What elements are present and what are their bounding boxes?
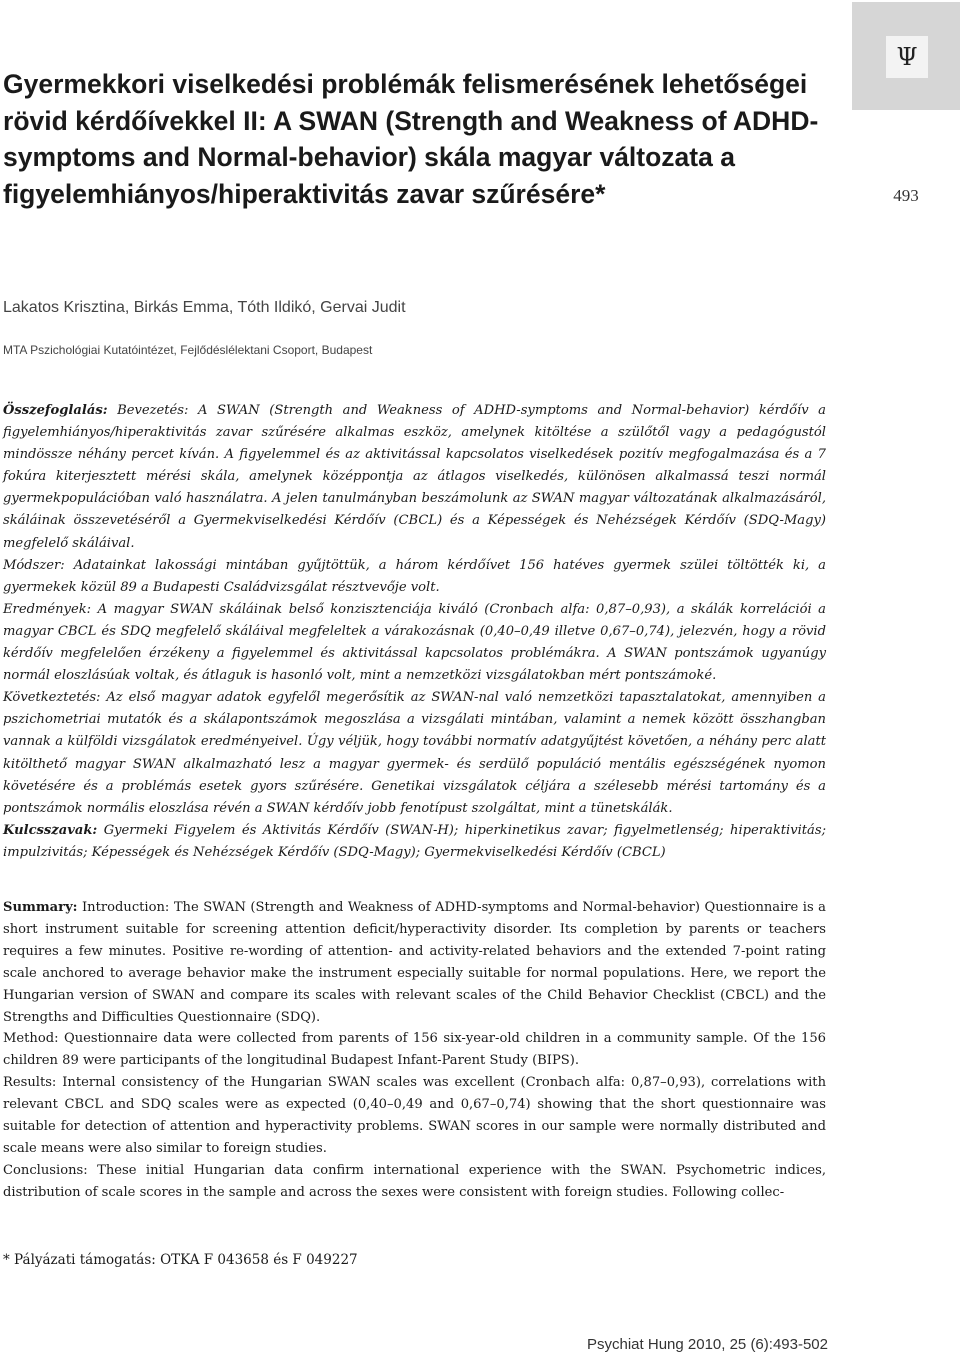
hungarian-abstract — [3, 400, 826, 864]
affiliation: MTA Pszichológiai Kutatóintézet, Fejlődéslélektani Csoport, Budapest — [3, 343, 373, 357]
abstract-intro — [3, 400, 826, 555]
abstract-keywords — [3, 820, 826, 864]
psi-icon: Ψ — [886, 36, 928, 78]
abstract-intro-text: Bevezetés: A SWAN (Strength and Weakness of ADHD-symptoms and Normal-behavior) kérdőív a figyelemhiányos/hiperaktivitás zavar szűrésére alkalmas eszköz, amelynek kitöltése a szülőtől vagy a pedagógustól mindössze néhány percet kíván. A figyelemmel és az aktivitással kapcsolatos viselkedések pozitív megfogalmazása és a 7 fokúra kiterjesztett mérési skála, amelynek középpontja az átlagos viselkedés, különösen alkalmassá teszi normál gyermekpopulációban való használatra. A jelen tanulmányban beszámolunk az SWAN magyar változatának alkalmazásáról, skáláinak összevetéséről a Gyermekviselkedési Kérdőív (CBCL) és a Képességek és Nehézségek Kérdőív (SDQ-Magy) megfelelő skáláival. — [3, 403, 826, 551]
journal-reference: Psychiat Hung 2010, 25 (6):493-502 — [587, 1336, 828, 1353]
summary-intro-text: Introduction: The SWAN (Strength and Weakness of ADHD-symptoms and Normal-behavior) Questionnaire is a short instrument suitable for screening attention deficit/hyperactivity disorder. Its completion by parents or teachers requires a few minutes. Positive re-wording of attention- and activity-related behaviors and the extended 7-point rating scale anchored to average behavior make the instrument especially suitable for normal populations. Here, we report the Hungarian version of SWAN and compare its scales with relevant scales of the Child Behavior Checklist (CBCL) and the Strengths and Difficulties Questionnaire (SDQ). — [3, 900, 826, 1025]
author-list: Lakatos Krisztina, Birkás Emma, Tóth Ildikó, Gervai Judit — [3, 299, 406, 316]
summary-label: Summary: — [3, 900, 78, 915]
keywords-label: Kulcsszavak: — [3, 822, 98, 838]
summary-results: Results: Internal consistency of the Hungarian SWAN scales was excellent (Cronbach alfa: 0,87–0,93), correlations with relevant CBCL and SDQ scales were as expected (0,40–0,49 and 0,67–0,74) showing that the short questionnaire was suitable for detection of attention and hyperactivity problems. SWAN scores in our sample were normally distributed and scale means were also similar to foreign studies. — [3, 1075, 826, 1156]
abstract-results: Eredmények: A magyar SWAN skáláinak belső konzisztenciája kiváló (Cronbach alfa: 0,87–0,93), a skálák korrelációi a magyar CBCL és SDQ megfelelő skáláival megfeleltek a várakozásnak (0,40–0,49 illetve 0,67–0,74), jelezvén, hogy a rövid kérdőív megfelelően érzékeny a figyelemmel és aktivitással kapcsolatos problémákra. A SWAN pontszámok ugyanúgy normál eloszlásúak voltak, és átlaguk is hasonló volt, mint a nemzetközi vizsgálatokban mért pontszámoké. — [3, 601, 826, 684]
summary-conclusions: Conclusions: These initial Hungarian data confirm international experience with the SWAN. Psychometric indices, distribution of scale scores in the sample and across the sexes were consistent with foreign studies. Following collec- — [3, 1162, 826, 1200]
funding-footnote: * Pályázati támogatás: OTKA F 043658 és F 049227 — [3, 1252, 358, 1268]
summary-intro — [3, 897, 826, 1028]
abstract-methods: Módszer: Adatainkat lakossági mintában gyűjtöttük, a három kérdőívet 156 hatéves gyermek szülei töltötték ki, a gyermekek közül 89 a Budapesti Családvizsgálat résztvevője volt. — [3, 557, 826, 595]
page-number: 493 — [893, 186, 919, 205]
journal-logo-box — [852, 2, 960, 110]
summary-methods: Method: Questionnaire data were collected from parents of 156 six-year-old children in a community sample. Of the 156 children 89 were participants of the longitudinal Budapest Infant-Parent Study (BIPS). — [3, 1031, 826, 1069]
abstract-conclusions: Következtetés: Az első magyar adatok egyfelől megerősítik az SWAN-nal való nemzetközi tapasztalatokat, amennyiben a pszichometriai mutatók és a skálapontszámok megoszlása a vizsgálati mintában, valamint a nemek között összhangban vannak a külföldi vizsgálatok eredményeivel. Úgy véljük, hogy további normatív adatgyűjtést követően, a néhány perc alatt kitölthető magyar SWAN alkalmazható lesz a magyar gyermek- és serdülő populáció mentális egészségének nyomon követésére és a problémás esetek gyors szűrésére. Genetikai vizsgálatok céljára a szélesebb mérési tartomány és a pontszámok normális eloszlása révén a SWAN kérdőív jobb fenotípust szolgáltat, mint a tünetskálák. — [3, 690, 826, 816]
article-title: Gyermekkori viselkedési problémák felismerésének lehetőségei rövid kérdőívekkel II: A SWAN (Strength and Weakness of ADHD-symptoms and Normal-behavior) skála magyar változata a figyelemhiányos/hiperaktivitás zavar szűrésére* — [3, 69, 819, 209]
abstract-label: Összefoglalás: — [3, 403, 108, 418]
keywords-text: Gyermeki Figyelem és Aktivitás Kérdőív (SWAN-H); hiperkinetikus zavar; figyelmetlenség; hiperaktivitás; impulzivitás; Képességek és Nehézségek Kérdőív (SDQ-Magy); Gyermekviselkedési Kérdőív (CBCL) — [3, 822, 826, 860]
english-summary — [3, 897, 826, 1204]
